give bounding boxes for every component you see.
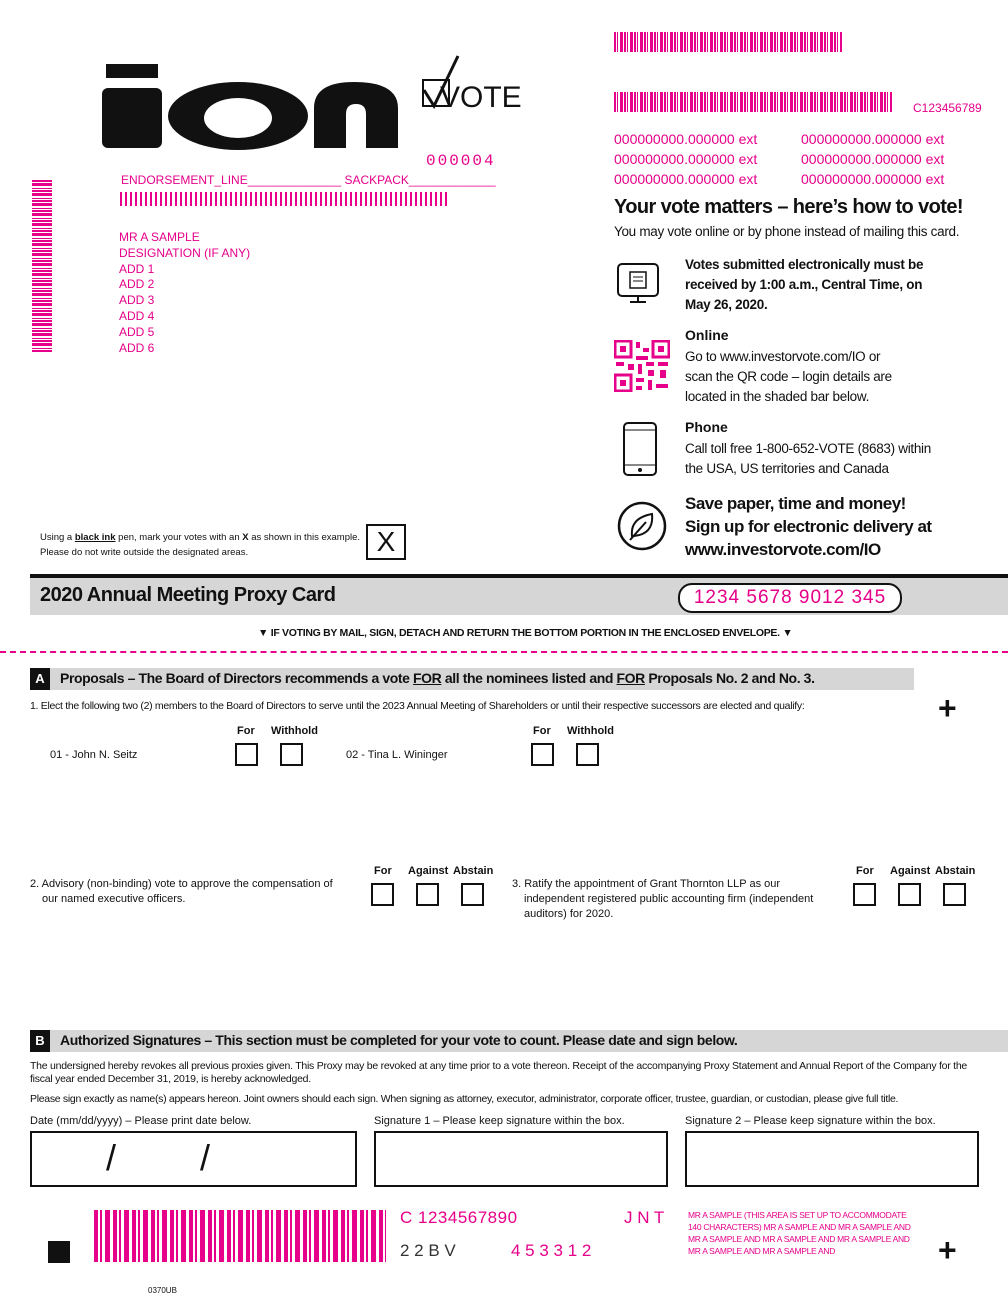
- ext-line: 000000000.000000 ext: [801, 151, 945, 167]
- revocation-text: The undersigned hereby revokes all previous proxies given. This Proxy may be revoked at any time prior to a vote thereon. Receipt of the accompanying Proxy Statement and Annual Report of the Company for the fiscal year ended December 31, 2019, is hereby acknowledged.: [30, 1060, 968, 1085]
- online-text-line: scan the QR code – login details are: [685, 369, 892, 384]
- nominee-1: 01 - John N. Seitz: [50, 749, 138, 761]
- phone-icon: [622, 421, 658, 482]
- p2-col-for: For: [374, 865, 392, 877]
- footer-barcode: [94, 1210, 386, 1262]
- section-b-title: Authorized Signatures – This section must be completed for your vote to count. Please date and sign below.: [60, 1032, 738, 1048]
- detach-instruction: ▼ IF VOTING BY MAIL, SIGN, DETACH AND RETURN THE BOTTOM PORTION IN THE ENCLOSED ENVELOPE. ▼: [258, 627, 793, 639]
- proposal-2-text: 2. Advisory (non-binding) vote to approve the compensation of our named executive officers.: [30, 878, 333, 905]
- side-barcode: [32, 180, 52, 352]
- ext-line: 000000000.000000 ext: [801, 131, 945, 147]
- nominee-2-for-checkbox[interactable]: [531, 743, 554, 766]
- address-line: ADD 5: [119, 324, 155, 339]
- nominee-1-withhold-checkbox[interactable]: [280, 743, 303, 766]
- col-for-label: For: [237, 725, 255, 737]
- example-mark: X: [376, 526, 396, 557]
- leaf-icon: [616, 500, 668, 557]
- proposal-3-for-checkbox[interactable]: [853, 883, 876, 906]
- example-mark-box: [366, 524, 406, 560]
- vote-logo: [420, 54, 520, 114]
- signature-1-box[interactable]: [374, 1131, 668, 1187]
- proposal-2-abstain-checkbox[interactable]: [461, 883, 484, 906]
- address-line: ADD 3: [119, 293, 155, 308]
- date-slash: /: [200, 1137, 211, 1178]
- address-line: MR A SAMPLE: [119, 230, 200, 244]
- ion-logo: [98, 30, 408, 160]
- online-text-line: located in the shaded bar below.: [685, 389, 870, 404]
- online-text-line: Go to www.investorvote.com/IO or: [685, 349, 881, 364]
- logo-i-stem: [102, 88, 162, 148]
- control-code: C123456789: [913, 101, 982, 115]
- monitor-icon: [614, 260, 664, 311]
- save-line: www.investorvote.com/IO: [685, 540, 881, 559]
- instruction-line-1: Using a black ink pen, mark your votes with an X as shown in this example.: [40, 532, 361, 543]
- p3-col-for: For: [856, 865, 874, 877]
- address-line: DESIGNATION (IF ANY): [119, 245, 251, 260]
- address-line: ADD 4: [119, 308, 155, 323]
- black-ink-text: black ink: [74, 532, 116, 543]
- section-a-letter: A: [30, 668, 50, 690]
- logo-n: [314, 82, 398, 148]
- phone-text-line: Call toll free 1-800-652-VOTE (8683) within: [685, 441, 931, 456]
- ext-line: 000000000.000000 ext: [614, 131, 758, 147]
- phone-text: [685, 439, 931, 479]
- p3-col-against: Against: [890, 865, 931, 877]
- proposal-1-text: 1. Elect the following two (2) members to the Board of Directors to serve until the 2023 Annual Meeting of Shareholders or until their respective successors are elected and qualify:: [30, 700, 805, 712]
- signature-2-label: Signature 2 – Please keep signature within the box.: [685, 1115, 936, 1127]
- proposal-3-abstain-checkbox[interactable]: [943, 883, 966, 906]
- proposal-2-against-checkbox[interactable]: [416, 883, 439, 906]
- ext-line: 000000000.000000 ext: [614, 171, 758, 187]
- ext-line: 000000000.000000 ext: [614, 151, 758, 167]
- p2-col-abstain: Abstain: [453, 865, 494, 877]
- signature-2-box[interactable]: [685, 1131, 979, 1187]
- save-line: Sign up for electronic delivery at: [685, 517, 932, 536]
- plus-mark: +: [938, 1232, 957, 1268]
- vote-logo-text: VOTE: [440, 81, 522, 114]
- marking-instructions: [40, 530, 360, 560]
- footer-jnt: J N T: [624, 1208, 665, 1227]
- date-slash: /: [106, 1137, 117, 1178]
- address-line: ADD 1: [119, 261, 155, 276]
- proxy-card-number: 1234 5678 9012 345: [678, 583, 902, 613]
- online-title: Online: [685, 327, 729, 343]
- nominee-1-for-checkbox[interactable]: [235, 743, 258, 766]
- footer-right-code: 4 5 3 3 1 2: [511, 1241, 592, 1260]
- instruction-line-2: Please do not write outside the designated areas.: [40, 547, 249, 558]
- ext-lines-left: [614, 129, 757, 189]
- nominee-2: 02 - Tina L. Wininger: [346, 749, 448, 761]
- endorsement-line: ENDORSEMENT_LINE______________ SACKPACK_____________: [121, 173, 496, 187]
- save-paper-text: [685, 492, 932, 561]
- col-withhold-label: Withhold: [271, 725, 318, 737]
- signing-instructions: Please sign exactly as name(s) appears hereon. Joint owners should each sign. When signing as attorney, executor, administrator, corporate officer, trustee, guardian, or custodian, please give full title.: [30, 1093, 899, 1105]
- qr-code-icon: [614, 340, 670, 397]
- footer-sample-text: MR A SAMPLE (THIS AREA IS SET UP TO ACCOMMODATE 140 CHARACTERS) MR A SAMPLE AND MR A SAMPLE AND MR A SAMPLE AND MR A SAMPLE AND MR A SAMPLE AND MR A SAMPLE AND MR A SAMPLE AND: [688, 1210, 911, 1256]
- proposal-2-for-checkbox[interactable]: [371, 883, 394, 906]
- col-for-label: For: [533, 725, 551, 737]
- address-line: ADD 2: [119, 277, 155, 292]
- section-a-title: Proposals – The Board of Directors recommends a vote FOR all the nominees listed and FOR Proposals No. 2 and No. 3.: [60, 670, 815, 686]
- section-b-letter: B: [30, 1030, 50, 1052]
- proposal-3-against-checkbox[interactable]: [898, 883, 921, 906]
- top-barcode-2: [614, 92, 892, 112]
- date-input-box[interactable]: [30, 1131, 357, 1187]
- online-text: [685, 347, 892, 407]
- address-line: ADD 6: [119, 340, 155, 355]
- corner-mark: [48, 1241, 70, 1263]
- vote-subtitle: You may vote online or by phone instead of mailing this card.: [614, 224, 960, 239]
- phone-title: Phone: [685, 419, 728, 435]
- p3-col-abstain: Abstain: [935, 865, 976, 877]
- logo-o-inner: [204, 98, 272, 138]
- phone-text-line: the USA, US territories and Canada: [685, 461, 889, 476]
- top-barcode-1: [614, 32, 842, 52]
- proposal-3-text: 3. Ratify the appointment of Grant Thornton LLP as our independent registered public accounting firm (independent auditors) for 2020.: [512, 878, 814, 920]
- postal-barcode: [120, 192, 450, 206]
- signature-1-label: Signature 1 – Please keep signature within the box.: [374, 1115, 625, 1127]
- footer-control-code: C 1234567890: [400, 1208, 518, 1227]
- mailing-address: [119, 230, 250, 356]
- p2-col-against: Against: [408, 865, 449, 877]
- date-label: Date (mm/dd/yyyy) – Please print date below.: [30, 1115, 252, 1127]
- save-line: Save paper, time and money!: [685, 494, 906, 513]
- proxy-card-title: 2020 Annual Meeting Proxy Card: [40, 584, 336, 606]
- section-b-header: [30, 1030, 1008, 1052]
- ext-lines-right: [801, 129, 944, 189]
- sequence-number: 000004: [426, 152, 496, 170]
- col-withhold-label: Withhold: [567, 725, 614, 737]
- deadline-text: Votes submitted electronically must be received by 1:00 a.m., Central Time, on May 26, 2020.: [685, 257, 924, 312]
- section-a-header: [30, 668, 914, 690]
- form-id: 0370UB: [148, 1286, 177, 1295]
- plus-mark: +: [938, 690, 957, 726]
- vote-title: Your vote matters – here’s how to vote!: [614, 196, 963, 218]
- ext-line: 000000000.000000 ext: [801, 171, 945, 187]
- detach-line: [0, 651, 1008, 653]
- nominee-2-withhold-checkbox[interactable]: [576, 743, 599, 766]
- footer-left-code: 2 2 B V: [400, 1241, 456, 1260]
- logo-i-dot: [106, 64, 158, 78]
